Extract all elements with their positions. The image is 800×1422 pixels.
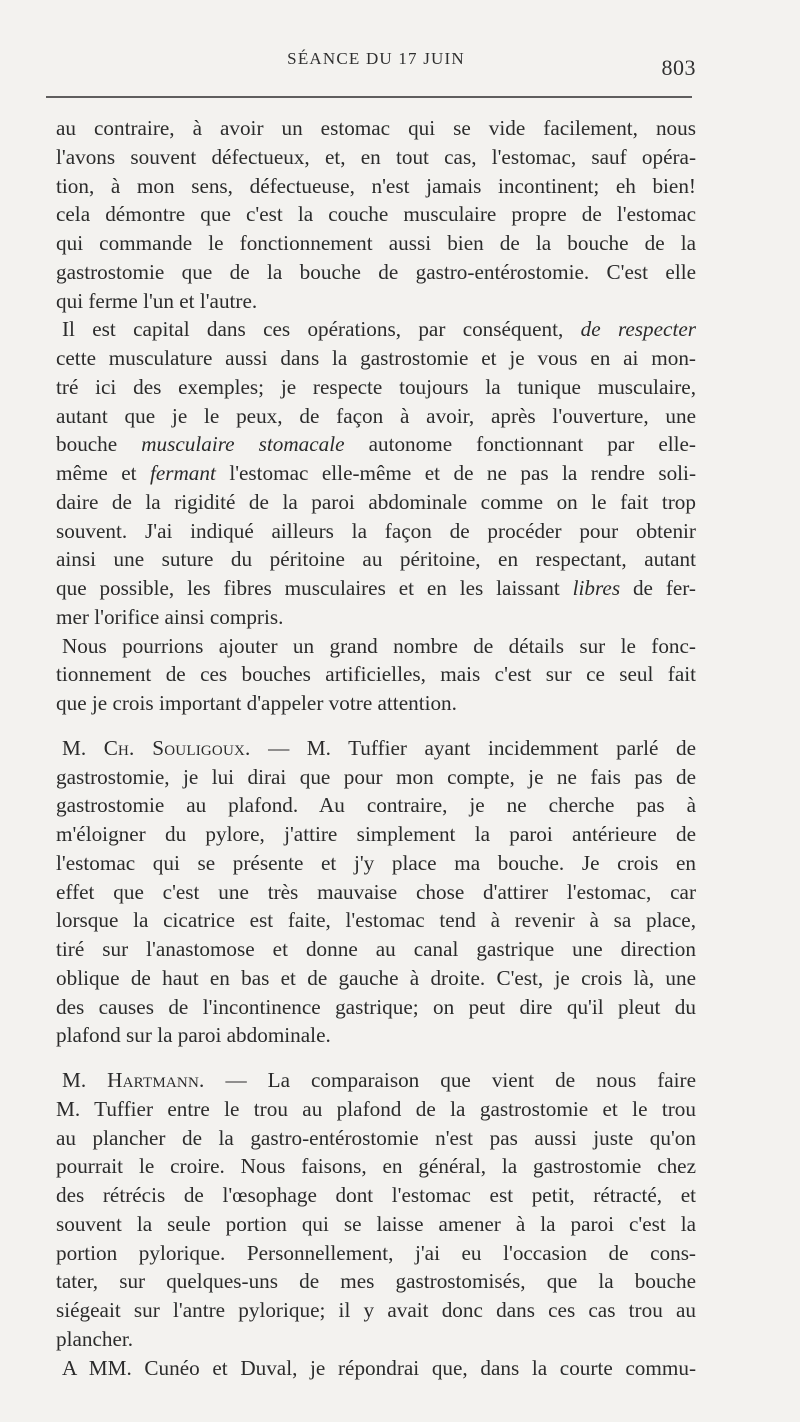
text-line: l'estomac qui se présente et j'y place ma bouche. Je crois en <box>56 850 696 875</box>
paragraph-hartmann <box>56 1066 696 1354</box>
italic-run: musculaire stomacale <box>141 432 345 457</box>
text-run: — La comparaison que vient de nous faire <box>204 1068 697 1092</box>
text-line: tionnement de ces bouches artificielles, mais c'est sur ce seul fait <box>56 662 696 687</box>
text-line: ainsi une suture du péritoine au péritoine, en respectant, autant <box>56 547 696 572</box>
paragraph-6 <box>56 1354 696 1383</box>
text-line: qui ferme l'un et l'autre. <box>56 288 258 313</box>
text-line: souvent. J'ai indiqué ailleurs la façon de procéder pour obtenir <box>56 518 696 543</box>
body-text <box>56 114 696 1382</box>
text-run: Il est capital dans ces opérations, par conséquent, <box>62 317 581 342</box>
text-run: que possible, les fibres musculaires et en les laissant <box>56 576 573 600</box>
paragraph-1 <box>56 114 696 315</box>
text-line: au plancher de la gastro-entérostomie n'est pas aussi juste qu'on <box>56 1125 696 1150</box>
text-line: portion pylorique. Personnellement, j'ai eu l'occasion de cons- <box>56 1240 696 1265</box>
text-run: bouche <box>56 432 142 457</box>
text-line <box>56 1066 696 1095</box>
text-line: m'éloigner du pylore, j'attire simplement la paroi antérieure de <box>56 822 696 846</box>
text-line: mer l'orifice ainsi compris. <box>56 604 284 629</box>
text-line: cela démontre que c'est la couche musculaire propre de l'estomac <box>56 202 696 227</box>
italic-run: de respecter <box>580 317 696 342</box>
text-line: lorsque la cicatrice est faite, l'estomac tend à revenir à sa place, <box>56 908 696 933</box>
text-line <box>56 315 696 344</box>
text-line: tion, à mon sens, défectueuse, n'est jamais incontinent; eh bien! <box>56 173 696 198</box>
text-line: que je crois important d'appeler votre attention. <box>56 691 457 715</box>
speaker-prefix: M. <box>62 1068 108 1092</box>
text-line: tré ici des exemples; je respecte toujours la tunique musculaire, <box>56 374 696 399</box>
text-line: Nous pourrions ajouter un grand nombre de détails sur le fonc- <box>62 633 696 658</box>
text-line: au contraire, à avoir un estomac qui se vide facilement, nous <box>56 116 696 140</box>
speaker-name: Ch. Souligoux. <box>103 735 251 760</box>
text-run: de fer- <box>620 576 696 600</box>
paragraph-souligoux <box>56 734 696 1050</box>
text-line <box>56 459 696 488</box>
text-run: autonome fonctionnant par elle- <box>344 432 696 457</box>
text-line: tater, sur quelques-uns de mes gastrostomisés, que la bouche <box>56 1269 696 1294</box>
text-line: des rétrécis de l'œsophage dont l'estomac est petit, rétracté, et <box>56 1183 696 1207</box>
text-line: plancher. <box>56 1326 134 1351</box>
text-line: A MM. Cunéo et Duval, je répondrai que, dans la courte commu- <box>62 1355 696 1380</box>
speaker-name: Hartmann. <box>107 1068 205 1092</box>
text-line: daire de la rigidité de la paroi abdominale comme on le fait trop <box>56 489 696 514</box>
text-line: pourrait le croire. Nous faisons, en général, la gastrostomie chez <box>56 1154 696 1179</box>
text-line: oblique de haut en bas et de gauche à droite. C'est, je crois là, une <box>56 965 696 990</box>
header-rule <box>46 96 692 98</box>
text-line: plafond sur la paroi abdominale. <box>56 1023 331 1048</box>
text-run: même et <box>56 461 150 485</box>
italic-run: fermant <box>149 461 216 485</box>
text-line <box>56 734 696 763</box>
text-line: M. Tuffier entre le trou au plafond de la gastrostomie et le trou <box>56 1096 696 1121</box>
paragraph-3 <box>56 632 696 718</box>
text-line: qui commande le fonctionnement aussi bien de la bouche de la <box>56 231 696 255</box>
page-header <box>56 49 696 83</box>
text-line <box>56 430 696 459</box>
text-line: des causes de l'incontinence gastrique; on peut dire qu'il pleut du <box>56 994 696 1019</box>
text-line: tiré sur l'anastomose et donne au canal gastrique une direction <box>56 937 696 961</box>
text-line: gastrostomie que de la bouche de gastro-entérostomie. C'est elle <box>56 259 696 284</box>
paragraph-2 <box>56 315 696 631</box>
page-number: 803 <box>661 55 696 80</box>
running-title: SÉANCE DU 17 JUIN <box>287 49 465 68</box>
text-line: l'avons souvent défectueux, et, en tout cas, l'estomac, sauf opéra- <box>56 144 696 169</box>
text-line: souvent la seule portion qui se laisse amener à la paroi c'est la <box>56 1211 696 1236</box>
text-line: cette musculature aussi dans la gastrostomie et je vous en ai mon- <box>56 346 696 370</box>
speaker-prefix: M. <box>62 735 104 760</box>
italic-run: libres <box>572 576 621 600</box>
text-run: — M. Tuffier ayant incidemment parlé de <box>250 735 696 760</box>
text-line <box>56 574 696 603</box>
text-run: l'estomac elle-même et de ne pas la rendre soli- <box>215 461 696 485</box>
text-line: gastrostomie, je lui dirai que pour mon compte, je ne fais pas de <box>56 764 696 789</box>
text-line: siégeait sur l'antre pylorique; il y avait donc dans ces cas trou au <box>56 1298 696 1322</box>
text-line: effet que c'est une très mauvaise chose d'attirer l'estomac, car <box>56 879 696 904</box>
text-line: autant que je le peux, de façon à avoir, après l'ouverture, une <box>56 403 696 428</box>
text-line: gastrostomie au plafond. Au contraire, je ne cherche pas à <box>56 793 696 818</box>
